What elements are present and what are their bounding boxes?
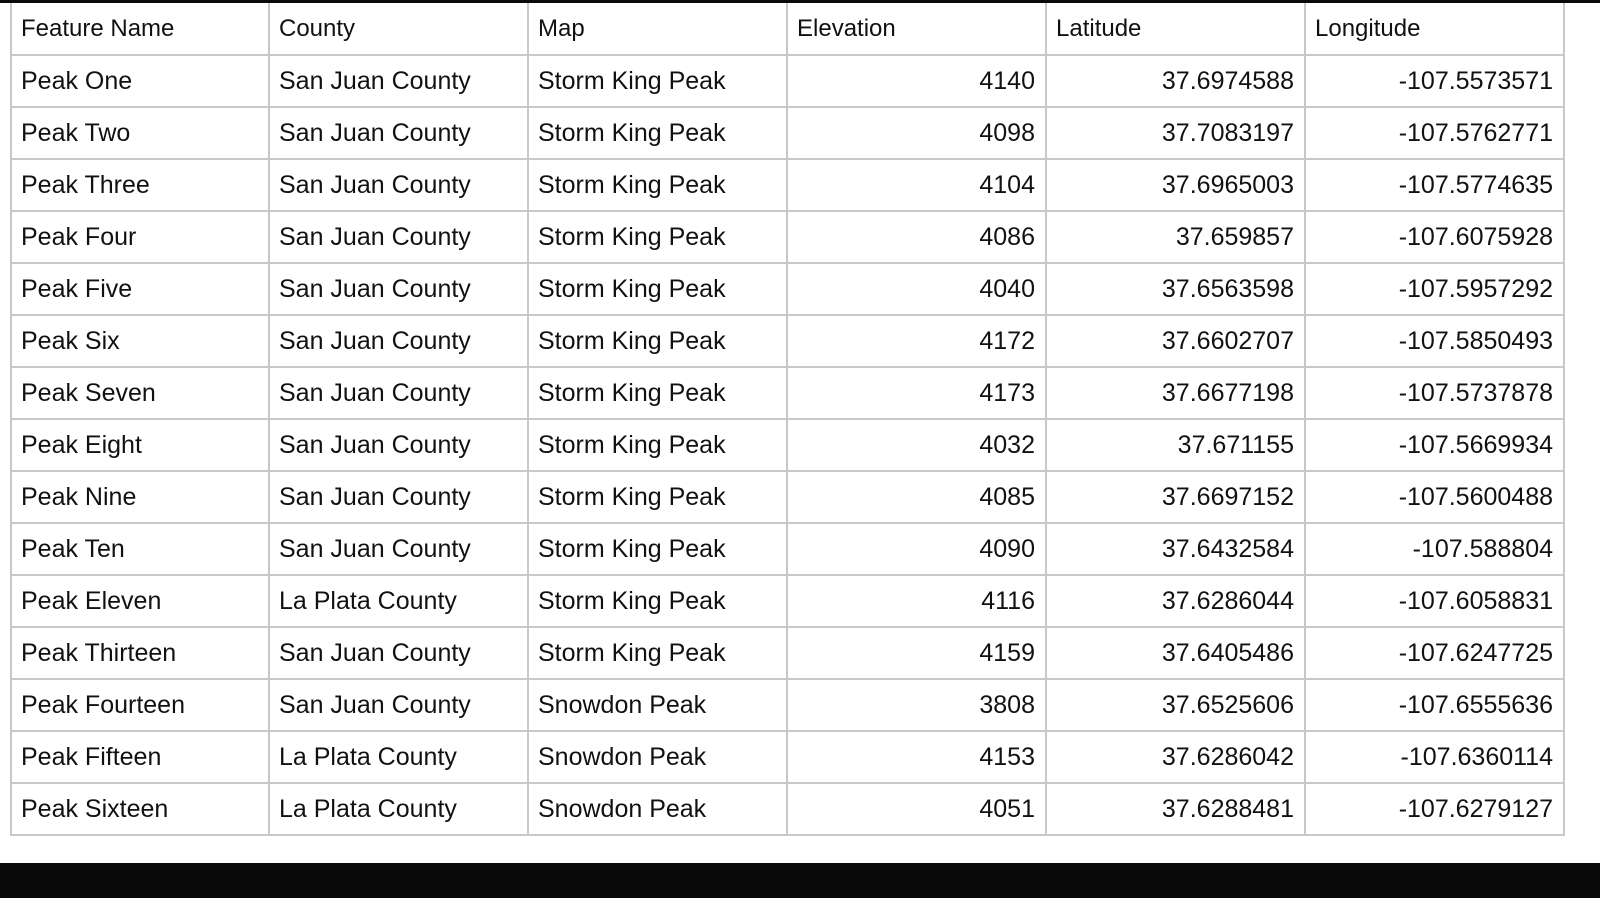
county-cell[interactable]: San Juan County bbox=[269, 263, 528, 315]
elevation-cell[interactable]: 4086 bbox=[787, 211, 1046, 263]
elevation-cell[interactable]: 4140 bbox=[787, 55, 1046, 107]
feature-name-cell[interactable]: Peak Fifteen bbox=[11, 731, 269, 783]
county-cell[interactable]: San Juan County bbox=[269, 55, 528, 107]
feature-name-cell[interactable]: Peak One bbox=[11, 55, 269, 107]
map-cell[interactable]: Storm King Peak bbox=[528, 315, 787, 367]
latitude-cell[interactable]: 37.7083197 bbox=[1046, 107, 1305, 159]
map-cell[interactable]: Storm King Peak bbox=[528, 211, 787, 263]
longitude-cell[interactable]: -107.5600488 bbox=[1305, 471, 1564, 523]
header-county[interactable]: County bbox=[269, 3, 528, 55]
county-cell[interactable]: La Plata County bbox=[269, 731, 528, 783]
latitude-cell[interactable]: 37.6432584 bbox=[1046, 523, 1305, 575]
latitude-cell[interactable]: 37.6563598 bbox=[1046, 263, 1305, 315]
table-row bbox=[11, 471, 1564, 523]
elevation-cell[interactable]: 4032 bbox=[787, 419, 1046, 471]
county-cell[interactable]: La Plata County bbox=[269, 575, 528, 627]
map-cell[interactable]: Storm King Peak bbox=[528, 263, 787, 315]
header-row bbox=[11, 3, 1564, 55]
elevation-cell[interactable]: 4172 bbox=[787, 315, 1046, 367]
longitude-cell[interactable]: -107.6075928 bbox=[1305, 211, 1564, 263]
elevation-cell[interactable]: 3808 bbox=[787, 679, 1046, 731]
feature-name-cell[interactable]: Peak Ten bbox=[11, 523, 269, 575]
latitude-cell[interactable]: 37.6677198 bbox=[1046, 367, 1305, 419]
map-cell[interactable]: Snowdon Peak bbox=[528, 679, 787, 731]
elevation-cell[interactable]: 4116 bbox=[787, 575, 1046, 627]
elevation-cell[interactable]: 4085 bbox=[787, 471, 1046, 523]
elevation-cell[interactable]: 4159 bbox=[787, 627, 1046, 679]
feature-name-cell[interactable]: Peak Six bbox=[11, 315, 269, 367]
feature-name-cell[interactable]: Peak Sixteen bbox=[11, 783, 269, 835]
table-row bbox=[11, 367, 1564, 419]
feature-name-cell[interactable]: Peak Thirteen bbox=[11, 627, 269, 679]
table-row bbox=[11, 627, 1564, 679]
latitude-cell[interactable]: 37.6974588 bbox=[1046, 55, 1305, 107]
map-cell[interactable]: Snowdon Peak bbox=[528, 731, 787, 783]
latitude-cell[interactable]: 37.6697152 bbox=[1046, 471, 1305, 523]
table-row bbox=[11, 315, 1564, 367]
table-row bbox=[11, 419, 1564, 471]
feature-name-cell[interactable]: Peak Seven bbox=[11, 367, 269, 419]
elevation-cell[interactable]: 4104 bbox=[787, 159, 1046, 211]
longitude-cell[interactable]: -107.6360114 bbox=[1305, 731, 1564, 783]
table-row bbox=[11, 523, 1564, 575]
longitude-cell[interactable]: -107.5762771 bbox=[1305, 107, 1564, 159]
longitude-cell[interactable]: -107.6279127 bbox=[1305, 783, 1564, 835]
latitude-cell[interactable]: 37.6286044 bbox=[1046, 575, 1305, 627]
latitude-cell[interactable]: 37.659857 bbox=[1046, 211, 1305, 263]
map-cell[interactable]: Storm King Peak bbox=[528, 55, 787, 107]
latitude-cell[interactable]: 37.6602707 bbox=[1046, 315, 1305, 367]
table-row bbox=[11, 211, 1564, 263]
latitude-cell[interactable]: 37.6288481 bbox=[1046, 783, 1305, 835]
longitude-cell[interactable]: -107.6247725 bbox=[1305, 627, 1564, 679]
longitude-cell[interactable]: -107.5774635 bbox=[1305, 159, 1564, 211]
latitude-cell[interactable]: 37.6525606 bbox=[1046, 679, 1305, 731]
longitude-cell[interactable]: -107.5573571 bbox=[1305, 55, 1564, 107]
county-cell[interactable]: San Juan County bbox=[269, 107, 528, 159]
table-row bbox=[11, 575, 1564, 627]
county-cell[interactable]: San Juan County bbox=[269, 159, 528, 211]
map-cell[interactable]: Storm King Peak bbox=[528, 627, 787, 679]
elevation-cell[interactable]: 4090 bbox=[787, 523, 1046, 575]
spreadsheet-view bbox=[0, 3, 1600, 863]
county-cell[interactable]: San Juan County bbox=[269, 523, 528, 575]
latitude-cell[interactable]: 37.6965003 bbox=[1046, 159, 1305, 211]
feature-name-cell[interactable]: Peak Eight bbox=[11, 419, 269, 471]
feature-name-cell[interactable]: Peak Two bbox=[11, 107, 269, 159]
map-cell[interactable]: Storm King Peak bbox=[528, 523, 787, 575]
county-cell[interactable]: San Juan County bbox=[269, 315, 528, 367]
elevation-cell[interactable]: 4153 bbox=[787, 731, 1046, 783]
county-cell[interactable]: La Plata County bbox=[269, 783, 528, 835]
table-row bbox=[11, 731, 1564, 783]
longitude-cell[interactable]: -107.5737878 bbox=[1305, 367, 1564, 419]
map-cell[interactable]: Storm King Peak bbox=[528, 367, 787, 419]
latitude-cell[interactable]: 37.6286042 bbox=[1046, 731, 1305, 783]
county-cell[interactable]: San Juan County bbox=[269, 627, 528, 679]
county-cell[interactable]: San Juan County bbox=[269, 471, 528, 523]
elevation-cell[interactable]: 4098 bbox=[787, 107, 1046, 159]
header-feature-name[interactable]: Feature Name bbox=[11, 3, 269, 55]
feature-name-cell[interactable]: Peak Fourteen bbox=[11, 679, 269, 731]
map-cell[interactable]: Storm King Peak bbox=[528, 575, 787, 627]
map-cell[interactable]: Snowdon Peak bbox=[528, 783, 787, 835]
map-cell[interactable]: Storm King Peak bbox=[528, 159, 787, 211]
latitude-cell[interactable]: 37.6405486 bbox=[1046, 627, 1305, 679]
map-cell[interactable]: Storm King Peak bbox=[528, 107, 787, 159]
county-cell[interactable]: San Juan County bbox=[269, 367, 528, 419]
latitude-cell[interactable]: 37.671155 bbox=[1046, 419, 1305, 471]
longitude-cell[interactable]: -107.6555636 bbox=[1305, 679, 1564, 731]
table-row bbox=[11, 263, 1564, 315]
table-row bbox=[11, 159, 1564, 211]
longitude-cell[interactable]: -107.588804 bbox=[1305, 523, 1564, 575]
county-cell[interactable]: San Juan County bbox=[269, 419, 528, 471]
county-cell[interactable]: San Juan County bbox=[269, 679, 528, 731]
feature-name-cell[interactable]: Peak Eleven bbox=[11, 575, 269, 627]
header-elevation[interactable]: Elevation bbox=[787, 3, 1046, 55]
feature-name-cell[interactable]: Peak Four bbox=[11, 211, 269, 263]
feature-name-cell[interactable]: Peak Nine bbox=[11, 471, 269, 523]
header-map[interactable]: Map bbox=[528, 3, 787, 55]
header-latitude[interactable]: Latitude bbox=[1046, 3, 1305, 55]
header-longitude[interactable]: Longitude bbox=[1305, 3, 1564, 55]
elevation-cell[interactable]: 4040 bbox=[787, 263, 1046, 315]
table-row bbox=[11, 55, 1564, 107]
map-cell[interactable]: Storm King Peak bbox=[528, 419, 787, 471]
feature-name-cell[interactable]: Peak Five bbox=[11, 263, 269, 315]
table-row bbox=[11, 107, 1564, 159]
longitude-cell[interactable]: -107.5850493 bbox=[1305, 315, 1564, 367]
longitude-cell[interactable]: -107.5669934 bbox=[1305, 419, 1564, 471]
elevation-cell[interactable]: 4173 bbox=[787, 367, 1046, 419]
map-cell[interactable]: Storm King Peak bbox=[528, 471, 787, 523]
data-table bbox=[10, 3, 1565, 836]
longitude-cell[interactable]: -107.6058831 bbox=[1305, 575, 1564, 627]
table-row bbox=[11, 783, 1564, 835]
elevation-cell[interactable]: 4051 bbox=[787, 783, 1046, 835]
county-cell[interactable]: San Juan County bbox=[269, 211, 528, 263]
table-row bbox=[11, 679, 1564, 731]
longitude-cell[interactable]: -107.5957292 bbox=[1305, 263, 1564, 315]
bottom-border bbox=[0, 863, 1600, 898]
feature-name-cell[interactable]: Peak Three bbox=[11, 159, 269, 211]
